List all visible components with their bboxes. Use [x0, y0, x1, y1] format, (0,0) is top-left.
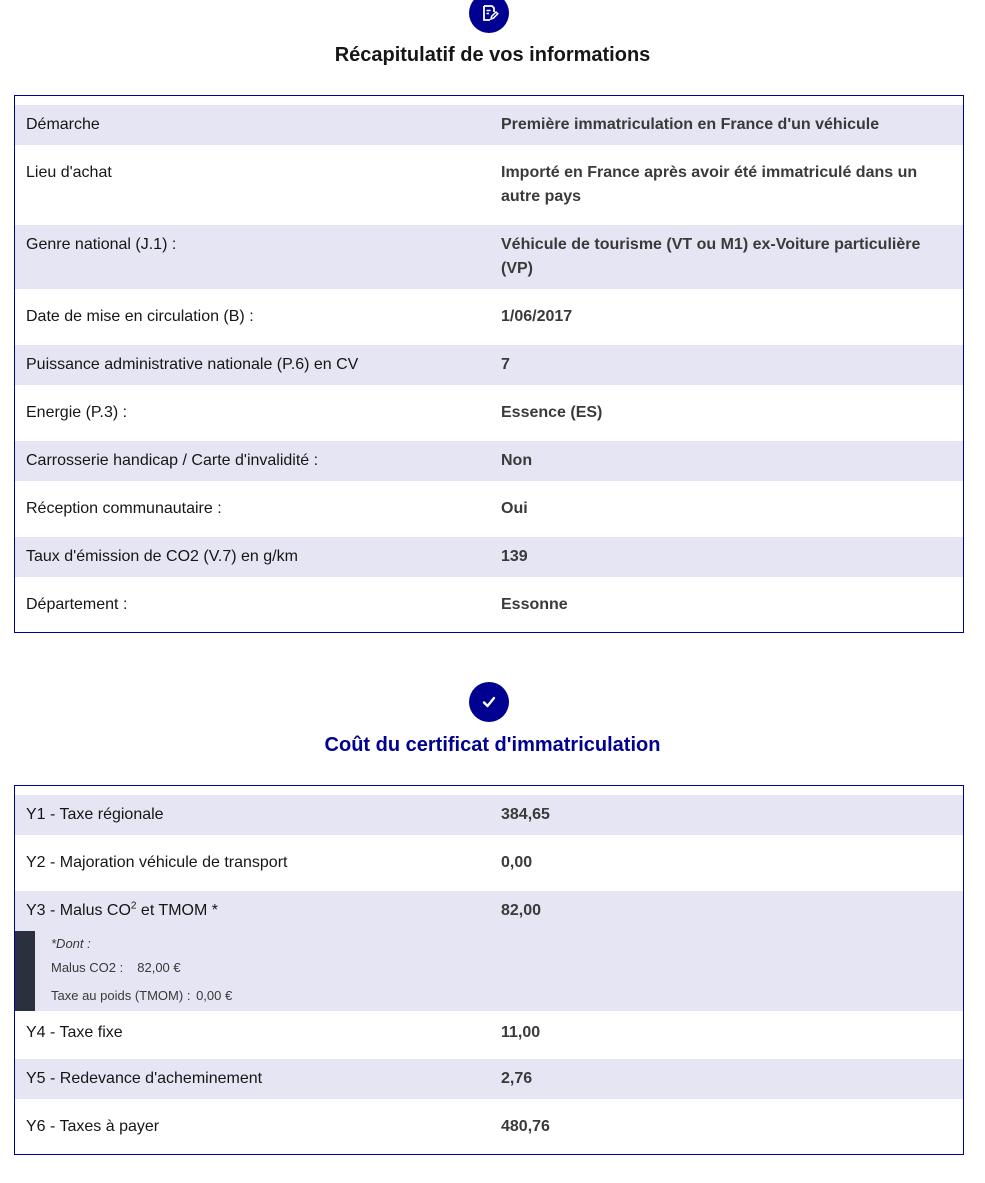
row-label: Y1 - Taxe régionale: [26, 806, 164, 823]
row-label: Y6 - Taxes à payer: [26, 1118, 160, 1135]
row-value: 1/06/2017: [501, 308, 573, 325]
row-label: Y2 - Majoration véhicule de transport: [26, 854, 288, 871]
summary-row: [15, 385, 963, 441]
row-value: 82,00: [501, 902, 542, 919]
row-label: Genre national (J.1) :: [26, 236, 177, 253]
summary-row: [15, 225, 963, 289]
row-value: 139: [501, 548, 528, 565]
row-value: 384,65: [501, 806, 550, 823]
row-label: Y3 - Malus $CO^2$ et TMOM *: [26, 900, 218, 919]
cost-row: [15, 795, 963, 835]
cost-row: [15, 835, 963, 891]
row-value: Non: [501, 452, 533, 469]
row-label: Puissance administrative nationale (P.6) en CV: [26, 356, 359, 373]
row-label: Energie (P.3) :: [26, 404, 128, 421]
row-label: Démarche: [26, 116, 100, 133]
row-label: Y5 - Redevance d'acheminement: [26, 1070, 263, 1087]
summary-row: [15, 289, 963, 345]
detail-accent-bar: [15, 931, 35, 1011]
row-label: Carrosserie handicap / Carte d'invalidité :: [26, 452, 319, 469]
cost-row: [15, 891, 963, 931]
summary-row: [15, 481, 963, 537]
summary-row: [15, 537, 963, 577]
checkmark-icon: [469, 682, 509, 722]
row-value: Essonne: [501, 596, 568, 613]
row-value: 480,76: [501, 1118, 550, 1135]
row-label: Date de mise en circulation (B) :: [26, 308, 254, 325]
row-value: Oui: [501, 500, 528, 517]
row-value: Véhicule de tourisme (VT ou M1) ex-Voiture particulière (VP): [501, 236, 921, 277]
summary-row: [15, 345, 963, 385]
row-value: Première immatriculation en France d'un véhicule: [501, 116, 880, 133]
row-value: Essence (ES): [501, 404, 603, 421]
row-value: 0,00: [501, 854, 533, 871]
summary-row: [15, 577, 963, 632]
row-value: Importé en France après avoir été immatriculé dans un autre pays: [501, 164, 918, 205]
row-label: Réception communautaire :: [26, 500, 222, 517]
cost-row: [15, 1011, 963, 1059]
summary-row: [15, 145, 963, 225]
summary-table: [14, 95, 964, 633]
summary-row: [15, 105, 963, 145]
cost-row: [15, 1059, 963, 1099]
detail-malus: Malus CO2 : 82,00 €: [51, 960, 181, 975]
row-label: Lieu d'achat: [26, 164, 112, 181]
row-label: Y4 - Taxe fixe: [26, 1024, 123, 1041]
cost-row: [15, 1099, 963, 1154]
row-value: 11,00: [501, 1024, 541, 1041]
row-label: Département :: [26, 596, 128, 613]
summary-row: [15, 441, 963, 481]
edit-document-icon: [469, 0, 509, 33]
summary-title: Récapitulatif de vos informations: [334, 44, 651, 66]
detail-tmom: Taxe au poids (TMOM) : 0,00 €: [51, 988, 233, 1003]
cost-table: [14, 785, 964, 1155]
row-value: 2,76: [501, 1070, 533, 1087]
cost-title: Coût du certificat d'immatriculation: [324, 734, 661, 756]
malus-detail-panel: [15, 931, 963, 1011]
row-label: Taux d'émission de CO2 (V.7) en g/km: [26, 548, 298, 565]
detail-intro: *Dont :: [51, 936, 91, 951]
row-value: 7: [501, 356, 510, 373]
